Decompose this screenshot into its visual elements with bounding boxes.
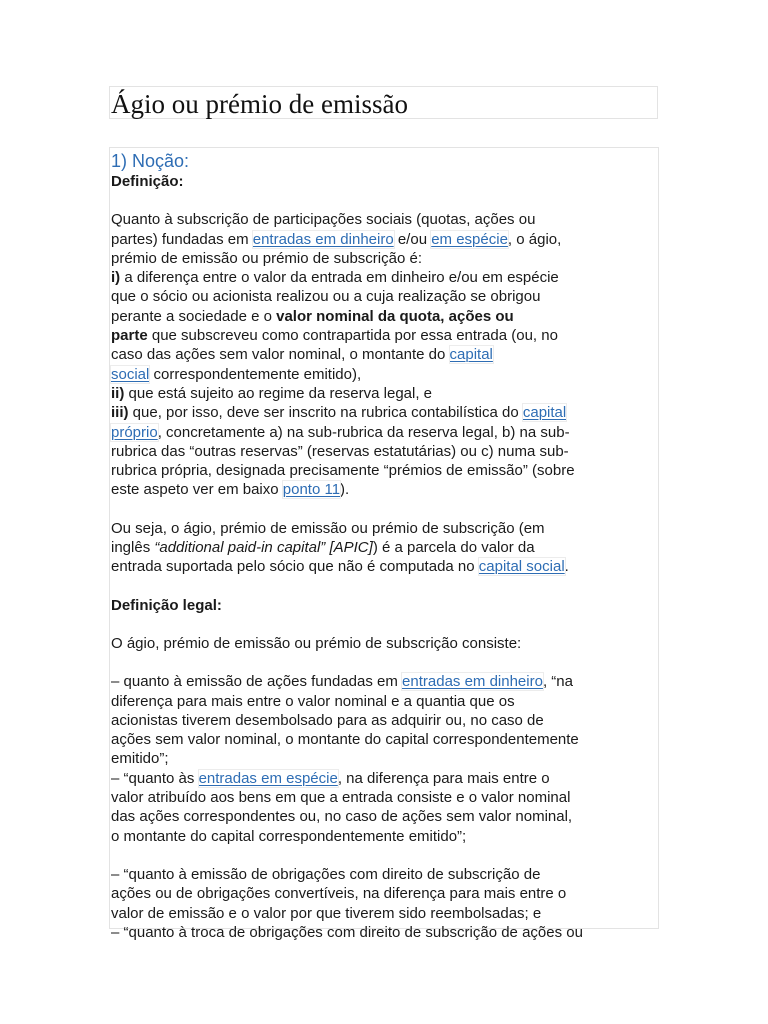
p1-line-15 (110, 480, 658, 499)
p1-line-7 (110, 326, 658, 345)
link-em-especie[interactable]: em espécie (431, 230, 508, 248)
text-span: . (564, 558, 569, 576)
p1-line-10 (110, 384, 658, 403)
text-span: partes) fundadas em (111, 230, 253, 248)
p4-line-6 (110, 769, 658, 788)
legal-definition-label (110, 596, 658, 615)
link-entradas-em-dinheiro[interactable]: entradas em dinheiro (252, 230, 394, 248)
p4-line-4: ações sem valor nominal, o montante do capital correspondentemente (111, 731, 579, 749)
title-box (109, 86, 658, 119)
text-span: , concretamente a) na sub-rubrica da reserva legal, b) na sub- (157, 423, 570, 441)
p2-line-1: Ou seja, o ágio, prémio de emissão ou prémio de subscrição (em (111, 519, 545, 537)
p5-line-1: – “quanto à emissão de obrigações com direito de subscrição de (111, 865, 541, 883)
link-capital-proprio-part2[interactable]: próprio (111, 423, 158, 441)
text-span: – “quanto às (111, 769, 199, 787)
bold-marker: iii) (111, 404, 129, 422)
p1-line-13: rubrica das “outras reservas” (reservas estatutárias) ou c) numa sub- (111, 442, 569, 460)
p1-line-3: prémio de emissão ou prémio de subscrição é: (111, 249, 422, 267)
p4-line-5: emitido”; (111, 750, 169, 768)
link-ponto-11[interactable]: ponto 11 (282, 481, 341, 499)
p2-line-3 (110, 557, 658, 576)
bold-text: parte (111, 327, 148, 345)
text-span: – quanto à emissão de ações fundadas em (111, 673, 403, 691)
p2-line-2 (110, 538, 658, 557)
p4-line-3: acionistas tiverem desembolsado para as adquirir ou, no caso de (111, 711, 544, 729)
text-span: , na diferença para mais entre o (337, 769, 550, 787)
text-span: caso das ações sem valor nominal, o montante do (111, 346, 450, 364)
bold-text: valor nominal da quota, ações ou (276, 307, 514, 325)
text-span: ) é a parcela do valor da (372, 539, 535, 557)
p1-line-4 (110, 268, 658, 287)
link-entradas-em-dinheiro-2[interactable]: entradas em dinheiro (402, 673, 543, 691)
legal-definition-label-text: Definição legal: (111, 596, 222, 614)
content-box (109, 147, 659, 941)
link-capital-social[interactable]: capital social (478, 558, 565, 576)
p4-line-1 (110, 672, 658, 691)
definition-label-text: Definição: (111, 173, 184, 190)
p1-line-14: rubrica própria, designada precisamente “prémios de emissão” (sobre (111, 462, 575, 480)
text-span: que subscreveu como contrapartida por essa entrada (ou, no (147, 327, 558, 345)
p1-line-8 (110, 345, 658, 364)
p4-line-9: o montante do capital correspondentemente emitido”; (111, 827, 467, 845)
bold-marker: i) (111, 269, 121, 287)
p1-line-9 (110, 365, 658, 384)
p1-line-1: Quanto à subscrição de participações sociais (quotas, ações ou (111, 211, 536, 229)
p5-line-2: ações ou de obrigações convertíveis, na diferença para mais entre o (111, 885, 567, 903)
definition-label (110, 172, 658, 191)
link-capital-proprio-part1[interactable]: capital (522, 404, 567, 422)
text-span: que, por isso, deve ser inscrito na rubrica contabilística do (128, 404, 523, 422)
text-span: que está sujeito ao regime da reserva legal, e (124, 384, 433, 402)
text-span: correspondentemente emitido), (149, 365, 362, 383)
p5-line-4: – “quanto à troca de obrigações com direito de subscrição de ações ou (111, 923, 583, 941)
p1-line-12 (110, 423, 658, 442)
text-span: entrada suportada pelo sócio que não é computada no (111, 558, 479, 576)
text-span: , o ágio, (507, 230, 562, 248)
p1-line-6 (110, 307, 658, 326)
p1-line-2 (110, 230, 658, 249)
p1-line-11 (110, 403, 658, 422)
text-span: a diferença entre o valor da entrada em dinheiro e/ou em espécie (120, 269, 559, 287)
text-span: este aspeto ver em baixo (111, 481, 283, 499)
page-title: Ágio ou prémio de emissão (111, 89, 408, 119)
text-span: ). (340, 481, 350, 499)
p4-line-7: valor atribuído aos bens em que a entrada consiste e o valor nominal (111, 789, 571, 807)
text-span: , “na (542, 673, 573, 691)
section-heading: 1) Noção: (111, 151, 190, 171)
p1-line-5: que o sócio ou acionista realizou ou a cuja realização se obrigou (111, 288, 541, 306)
link-entradas-em-especie[interactable]: entradas em espécie (198, 769, 338, 787)
text-span: perante a sociedade e o (111, 307, 277, 325)
italic-text: “additional paid-in capital” [APIC] (154, 539, 373, 557)
p4-line-8: das ações correspondentes ou, no caso de ações sem valor nominal, (111, 808, 573, 826)
text-span: inglês (111, 539, 155, 557)
link-capital-social-part1[interactable]: capital (449, 346, 493, 364)
text-span: e/ou (393, 230, 432, 248)
p3-line-1: O ágio, prémio de emissão ou prémio de subscrição consiste: (111, 634, 522, 652)
p4-line-2: diferença para mais entre o valor nominal e a quantia que os (111, 692, 515, 710)
p5-line-3: valor de emissão e o valor por que tiverem sido reembolsadas; e (111, 904, 542, 922)
link-capital-social-part2[interactable]: social (111, 365, 150, 383)
bold-marker: ii) (111, 384, 125, 402)
